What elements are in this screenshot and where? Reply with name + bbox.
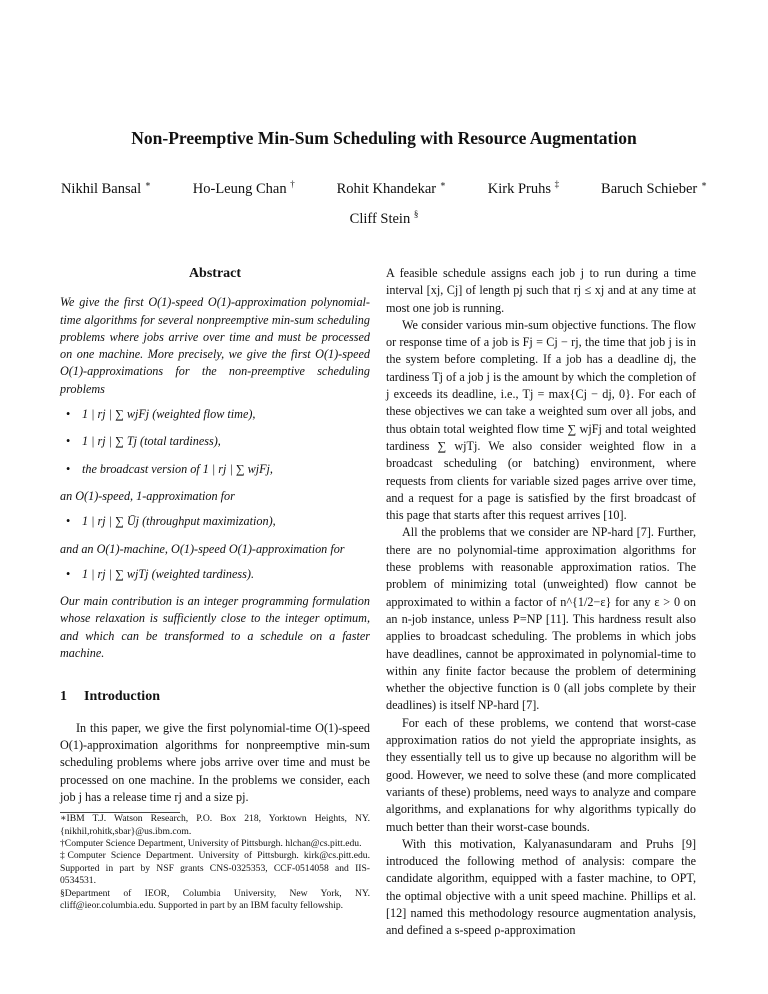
author-list [40,179,728,198]
footnote: ‡Computer Science Department. University of Pittsburgh. kirk@cs.pitt.edu. Supported in part by NSF grants CNS-0325353, CCF-0514058 and IIS-0534531. [60,850,370,887]
body-paragraph: In this paper, we give the first polynomial-time O(1)-speed O(1)-approximation algorithms for nonpreemptive min-sum scheduling problems where jobs arrive over time and must be processed on one machine. In the problems we consider, each job j has a release time rj and a size pj. [60,720,370,804]
abstract-problem-list [60,406,370,478]
author: Rohit Khandekar ∗ [336,179,446,197]
body-paragraph: For each of these problems, we contend that worst-case approximation ratios do not yield the appropriate insights, as they essentially tell us to give up because no algorithm will be good. However, we need to solve these (and more complicated variants of these) problems, need ways to analyze and compare algorithms, and explanations for why algorithms typically do much better than their worst-case bounds. [386,715,696,834]
abstract-heading: Abstract [188,266,242,281]
list-item: • 1 | rj | ∑ Ūj (throughput maximization), [60,513,370,530]
abstract [60,265,370,662]
author: Ho-Leung Chan † [192,179,295,197]
body-paragraph: All the problems that we consider are NP-hard [7]. Further, there are no polynomial-time approximation algorithms for these problems with reasonable approximation ratios. The problem of minimizing total (unweighted) flow cannot be approximated to within a factor of n^{1/2−ε} for any ε > 0 on an n-job instance, unless P=NP [11]. This hardness result also applies to broadcast scheduling. The problems in which jobs have deadlines, cannot be approximated in polynomial-time to within any finite factor because the problem of determining whether the objective function is 0 (all jobs complete by their deadlines) is itself NP-hard [7]. [386,525,696,713]
author: Nikhil Bansal ∗ [60,179,151,197]
list-item: • 1 | rj | ∑ Tj (total tardiness), [60,433,370,450]
abstract-paragraph: and an O(1)-machine, O(1)-speed O(1)-approximation for [60,541,345,556]
author: Kirk Pruhs ‡ [487,179,560,197]
abstract-paragraph: We give the first O(1)-speed O(1)-approximation polynomial-time algorithms for several nonpreemptive min-sum scheduling problems where jobs arrive over time and must be processed on one machine. More precisely, we give the first O(1)-speed O(1)-approximations for the non-preemptive scheduling problems [60,295,370,396]
list-item: • 1 | rj | ∑ wjFj (weighted flow time), [60,406,370,423]
footnote: ∗IBM T.J. Watson Research, P.O. Box 218, Yorktown Heights, NY. {nikhil,rohitk,sbar}@us.ibm.com. [60,813,370,837]
abstract-paragraph: Our main contribution is an integer programming formulation whose relaxation is sufficiently close to the integer optimum, and which can be transformed to a schedule on a faster machine. [60,594,370,661]
abstract-problem-list [60,513,370,530]
body-paragraph: A feasible schedule assigns each job j to run during a time interval [xj, Cj] of length pj such that rj ≤ xj and at any time at most one job is running. [386,266,696,315]
author-line-2 [0,209,768,228]
author: Baruch Schieber ∗ [601,179,708,197]
section-heading: 1 Introduction [60,689,160,705]
body-paragraph: We consider various min-sum objective functions. The flow or response time of a job is Fj = Cj − rj, the time that job j is in the system before completing. If a job has a deadline dj, the tardiness Tj of a job j is the amount by which the completion of j exceeds its deadline, i.e., Tj = max{Cj − dj, 0}. For each of these objectives we can take a weighted sum over all jobs, and thus obtain total weighted flow time ∑ wjFj and total weighted tardiness ∑ wjTj. We also consider weighted flow in a broadcast scheduling (or batching) environment, where requests from clients for variable sized pages arrive over time, and a request for a page is satisfied by the first broadcast of this page that starts after this request arrives [10]. [386,317,696,523]
left-column [60,265,370,912]
footnote: §Department of IEOR, Columbia University, New York, NY. cliff@ieor.columbia.edu. Supported in part by an IBM faculty fellowship. [60,887,370,911]
author: Cliff Stein § [349,209,419,227]
paper-title: Non-Preemptive Min-Sum Scheduling with Resource Augmentation [131,128,637,148]
right-column [386,265,696,940]
body-paragraph: With this motivation, Kalyanasundaram and Pruhs [9] introduced the following method of analysis: compare the candidate algorithm, equipped with a faster machine, to OPT, the optimal objective with a unit speed machine. Phillips et al. [12] named this methodology resource augmentation analysis, and defined a s-speed ρ-approximation [386,836,696,938]
abstract-paragraph: an O(1)-speed, 1-approximation for [60,488,235,503]
list-item: • the broadcast version of 1 | rj | ∑ wjFj, [60,461,370,478]
footnote: †Computer Science Department, University of Pittsburgh. hlchan@cs.pitt.edu. [60,837,362,849]
list-item: • 1 | rj | ∑ wjTj (weighted tardiness). [60,566,370,583]
abstract-problem-list [60,566,370,583]
